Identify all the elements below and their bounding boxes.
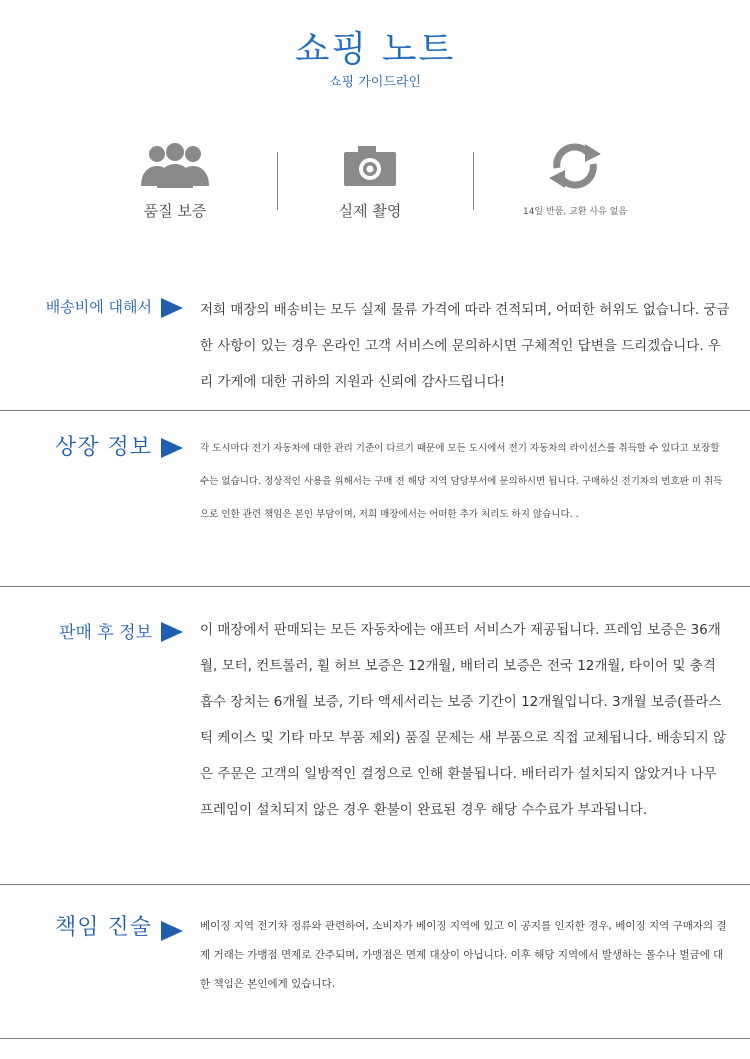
feature-quality xyxy=(115,140,235,230)
section-title: 상장 정보 xyxy=(54,435,152,460)
section-body: 저희 매장의 배송비는 모두 실제 물류 가격에 따라 견적되며, 어떠한 허위도 없습니다. 궁금한 사항이 있는 경우 온라인 고객 서비스에 문의하시면 구체적인 답변을 드리겠습니다. 우리 가게에 대한 귀하의 지원과 신뢰에 감사드립니다! xyxy=(200,302,730,390)
section-divider xyxy=(0,410,750,411)
section-divider xyxy=(0,586,750,587)
section-title: 판매 후 정보 xyxy=(59,623,152,643)
section-body: 베이징 지역 전기차 정류와 관련하여, 소비자가 베이징 지역에 있고 이 공지를 인지한 경우, 베이징 지역 구매자의 결제 거래는 가맹점 면제로 간주되며, 가맹점은 면제 대상이 아닙니다. 이후 해당 지역에서 발생하는 몰수나 벌금에 대한 책임은 본인에게 있습니다. xyxy=(200,920,727,990)
feature-label: 14일 반품, 교환 사유 없음 xyxy=(522,207,627,217)
page-subtitle: 쇼핑 가이드라인 xyxy=(328,75,422,90)
page-header xyxy=(0,0,750,110)
feature-row xyxy=(0,140,750,230)
feature-label: 품질 보증 xyxy=(143,202,207,220)
section-body: 각 도시마다 전기 자동차에 대한 관리 기준이 다르기 때문에 모든 도시에서 전기 자동차의 라이선스를 취득할 수 있다고 보장할 수는 없습니다. 정상적인 사용을 위해서는 구매 전 해당 지역 담당부서에 문의하시면 됩니다. 구매하신 전기차의 번호판 미 취득으로 인한 관련 책임은 본인 부담이며, 저희 매장에서는 어떠한 추가 처리도 하지 않습니다. . xyxy=(200,443,723,520)
page-title: 쇼핑 노트 xyxy=(294,29,456,70)
section-divider xyxy=(0,884,750,885)
refresh-icon xyxy=(500,140,650,192)
arrow-right-icon xyxy=(161,622,183,642)
section-title: 책임 진술 xyxy=(54,915,152,940)
arrow-right-icon xyxy=(161,438,183,458)
section-body: 이 매장에서 판매되는 모든 자동차에는 애프터 서비스가 제공됩니다. 프레임 보증은 36개월, 모터, 컨트롤러, 휠 허브 보증은 12개월, 배터리 보증은 전국 12개월, 타이어 및 충격 흡수 장치는 6개월 보증, 기타 액세서리는 보증 기간이 12개월입니다. 3개월 보증(플라스틱 케이스 및 기타 마모 부품 제외) 품질 문제는 새 부품으로 직접 교체됩니다. 배송되지 않은 주문은 고객의 일방적인 결정으로 인해 환불됩니다. 배터리가 설치되지 않았거나 나무 프레임이 설치되지 않은 경우 환불이 완료된 경우 해당 수수료가 부과됩니다. xyxy=(200,622,727,818)
section-shipping xyxy=(0,288,750,398)
section-title: 배송비에 대해서 xyxy=(45,298,152,316)
camera-icon xyxy=(310,140,430,192)
section-divider xyxy=(0,1038,750,1039)
feature-label: 실제 촬영 xyxy=(338,202,402,220)
feature-divider xyxy=(473,152,474,210)
users-icon xyxy=(115,140,235,192)
section-liability xyxy=(0,908,750,1018)
arrow-right-icon xyxy=(161,921,183,941)
feature-return xyxy=(500,140,650,230)
arrow-right-icon xyxy=(161,298,183,318)
feature-photo xyxy=(310,140,430,230)
feature-divider xyxy=(277,152,278,210)
section-listing xyxy=(0,422,750,582)
section-after-sales xyxy=(0,612,750,862)
